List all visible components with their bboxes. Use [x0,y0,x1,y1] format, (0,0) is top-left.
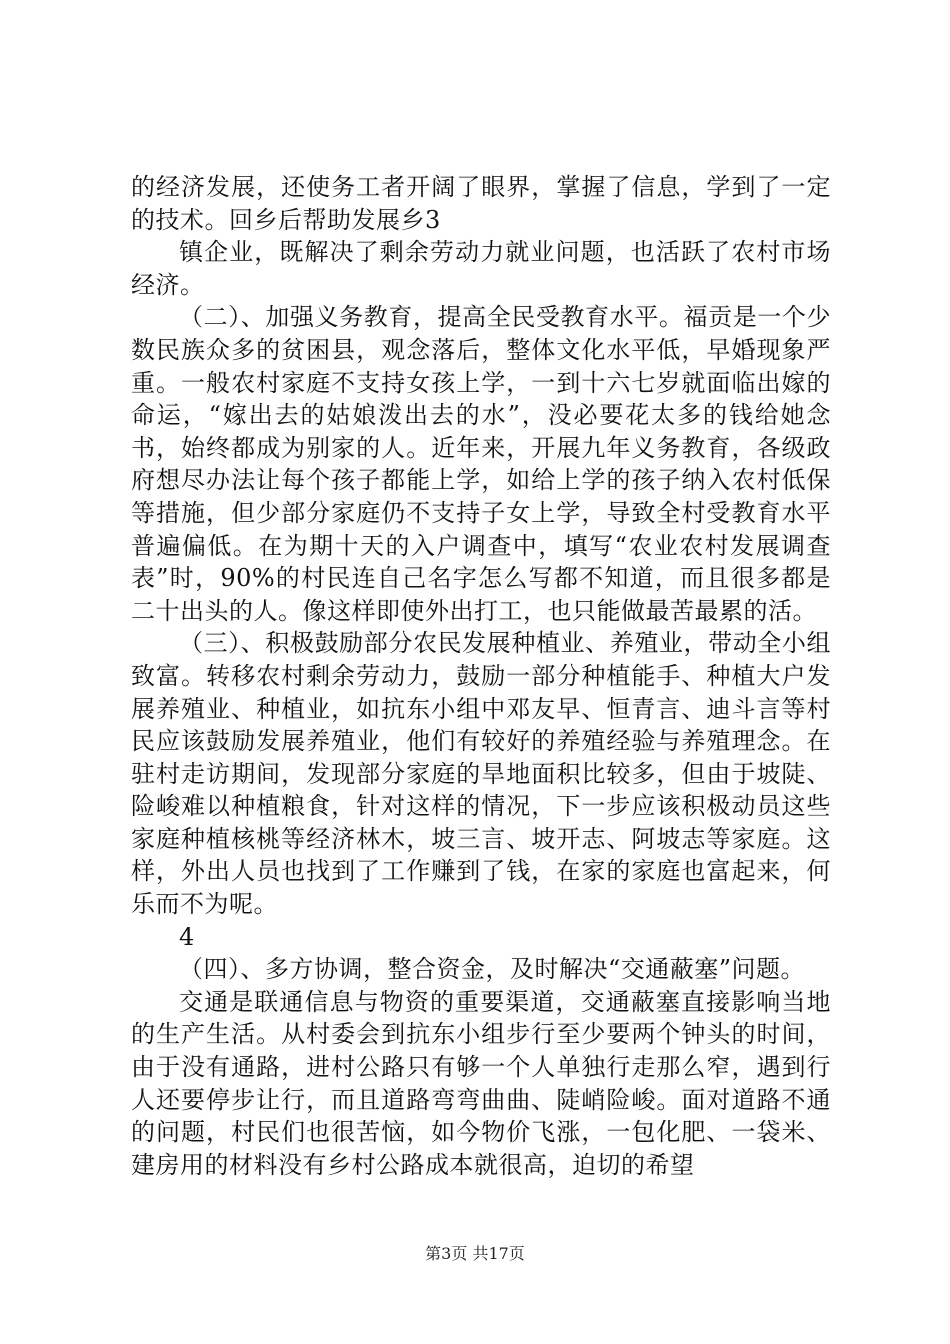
section-heading-4: （四）、多方协调，整合资金，及时解决“交通蔽塞”问题。 [179,955,806,984]
paragraph-4: （三）、积极鼓励部分农民发展种植业、养殖业，带动全小组致富。转移农村剩余劳动力，鼓励一部分种植能手、种植大户发展养殖业、种植业，如抗东小组中邓友早、恒青言、迪斗言等村民应该鼓励发展养殖业，他们有较好的养殖经验与养殖理念。在驻村走访期间，发现部分家庭的旱地面积比较多，但由于坡陡、险峻难以种植粮食，针对这样的情况，下一步应该积极动员这些家庭种植核桃等经济林木，坡三言、坡开志、阿坡志等家庭。这样，外出人员也找到了工作赚到了钱，在家的家庭也富起来，何乐而不为呢。 [131,629,831,919]
paragraph-2: 镇企业，既解决了剩余劳动力就业问题，也活跃了农村市场经济。 [131,238,831,299]
paragraph-7: 交通是联通信息与物资的重要渠道，交通蔽塞直接影响当地的生产生活。从村委会到抗东小组步行至少要两个钟头的时间，由于没有通路，进村公路只有够一个人单独行走那么窄，遇到行人还要停步让行，而且道路弯弯曲曲、陡峭险峻。面对道路不通的问题，村民们也很苦恼，如今物价飞涨，一包化肥、一袋米、建房用的材料没有乡村公路成本就很高，迫切的希望 [131,987,831,1179]
paragraph-3: （二）、加强义务教育，提高全民受教育水平。福贡是一个少数民族众多的贫困县，观念落后，整体文化水平低，早婚现象严重。一般农村家庭不支持女孩上学，一到十六七岁就面临出嫁的命运，“嫁出去的姑娘泼出去的水”，没必要花太多的钱给她念书，始终都成为别家的人。近年来，开展九年义务教育，各级政府想尽办法让每个孩子都能上学，如给上学的孩子纳入农村低保等措施，但少部分家庭仍不支持子女上学，导致全村受教育水平普遍偏低。在为期十天的入户调查中，填写“农业农村发展调查表”时，90%的村民连自己名字怎么写都不知道，而且很多都是二十出头的人。像这样即使外出打工，也只能做最苦最累的活。 [131,303,831,625]
page-footer: 第3页 共17页 [425,1244,525,1263]
page-marker: 4 [179,922,195,951]
document-body [131,171,831,1181]
paragraph-1: 的经济发展，还使务工者开阔了眼界，掌握了信息，学到了一定的技术。回乡后帮助发展乡3 [131,173,831,234]
